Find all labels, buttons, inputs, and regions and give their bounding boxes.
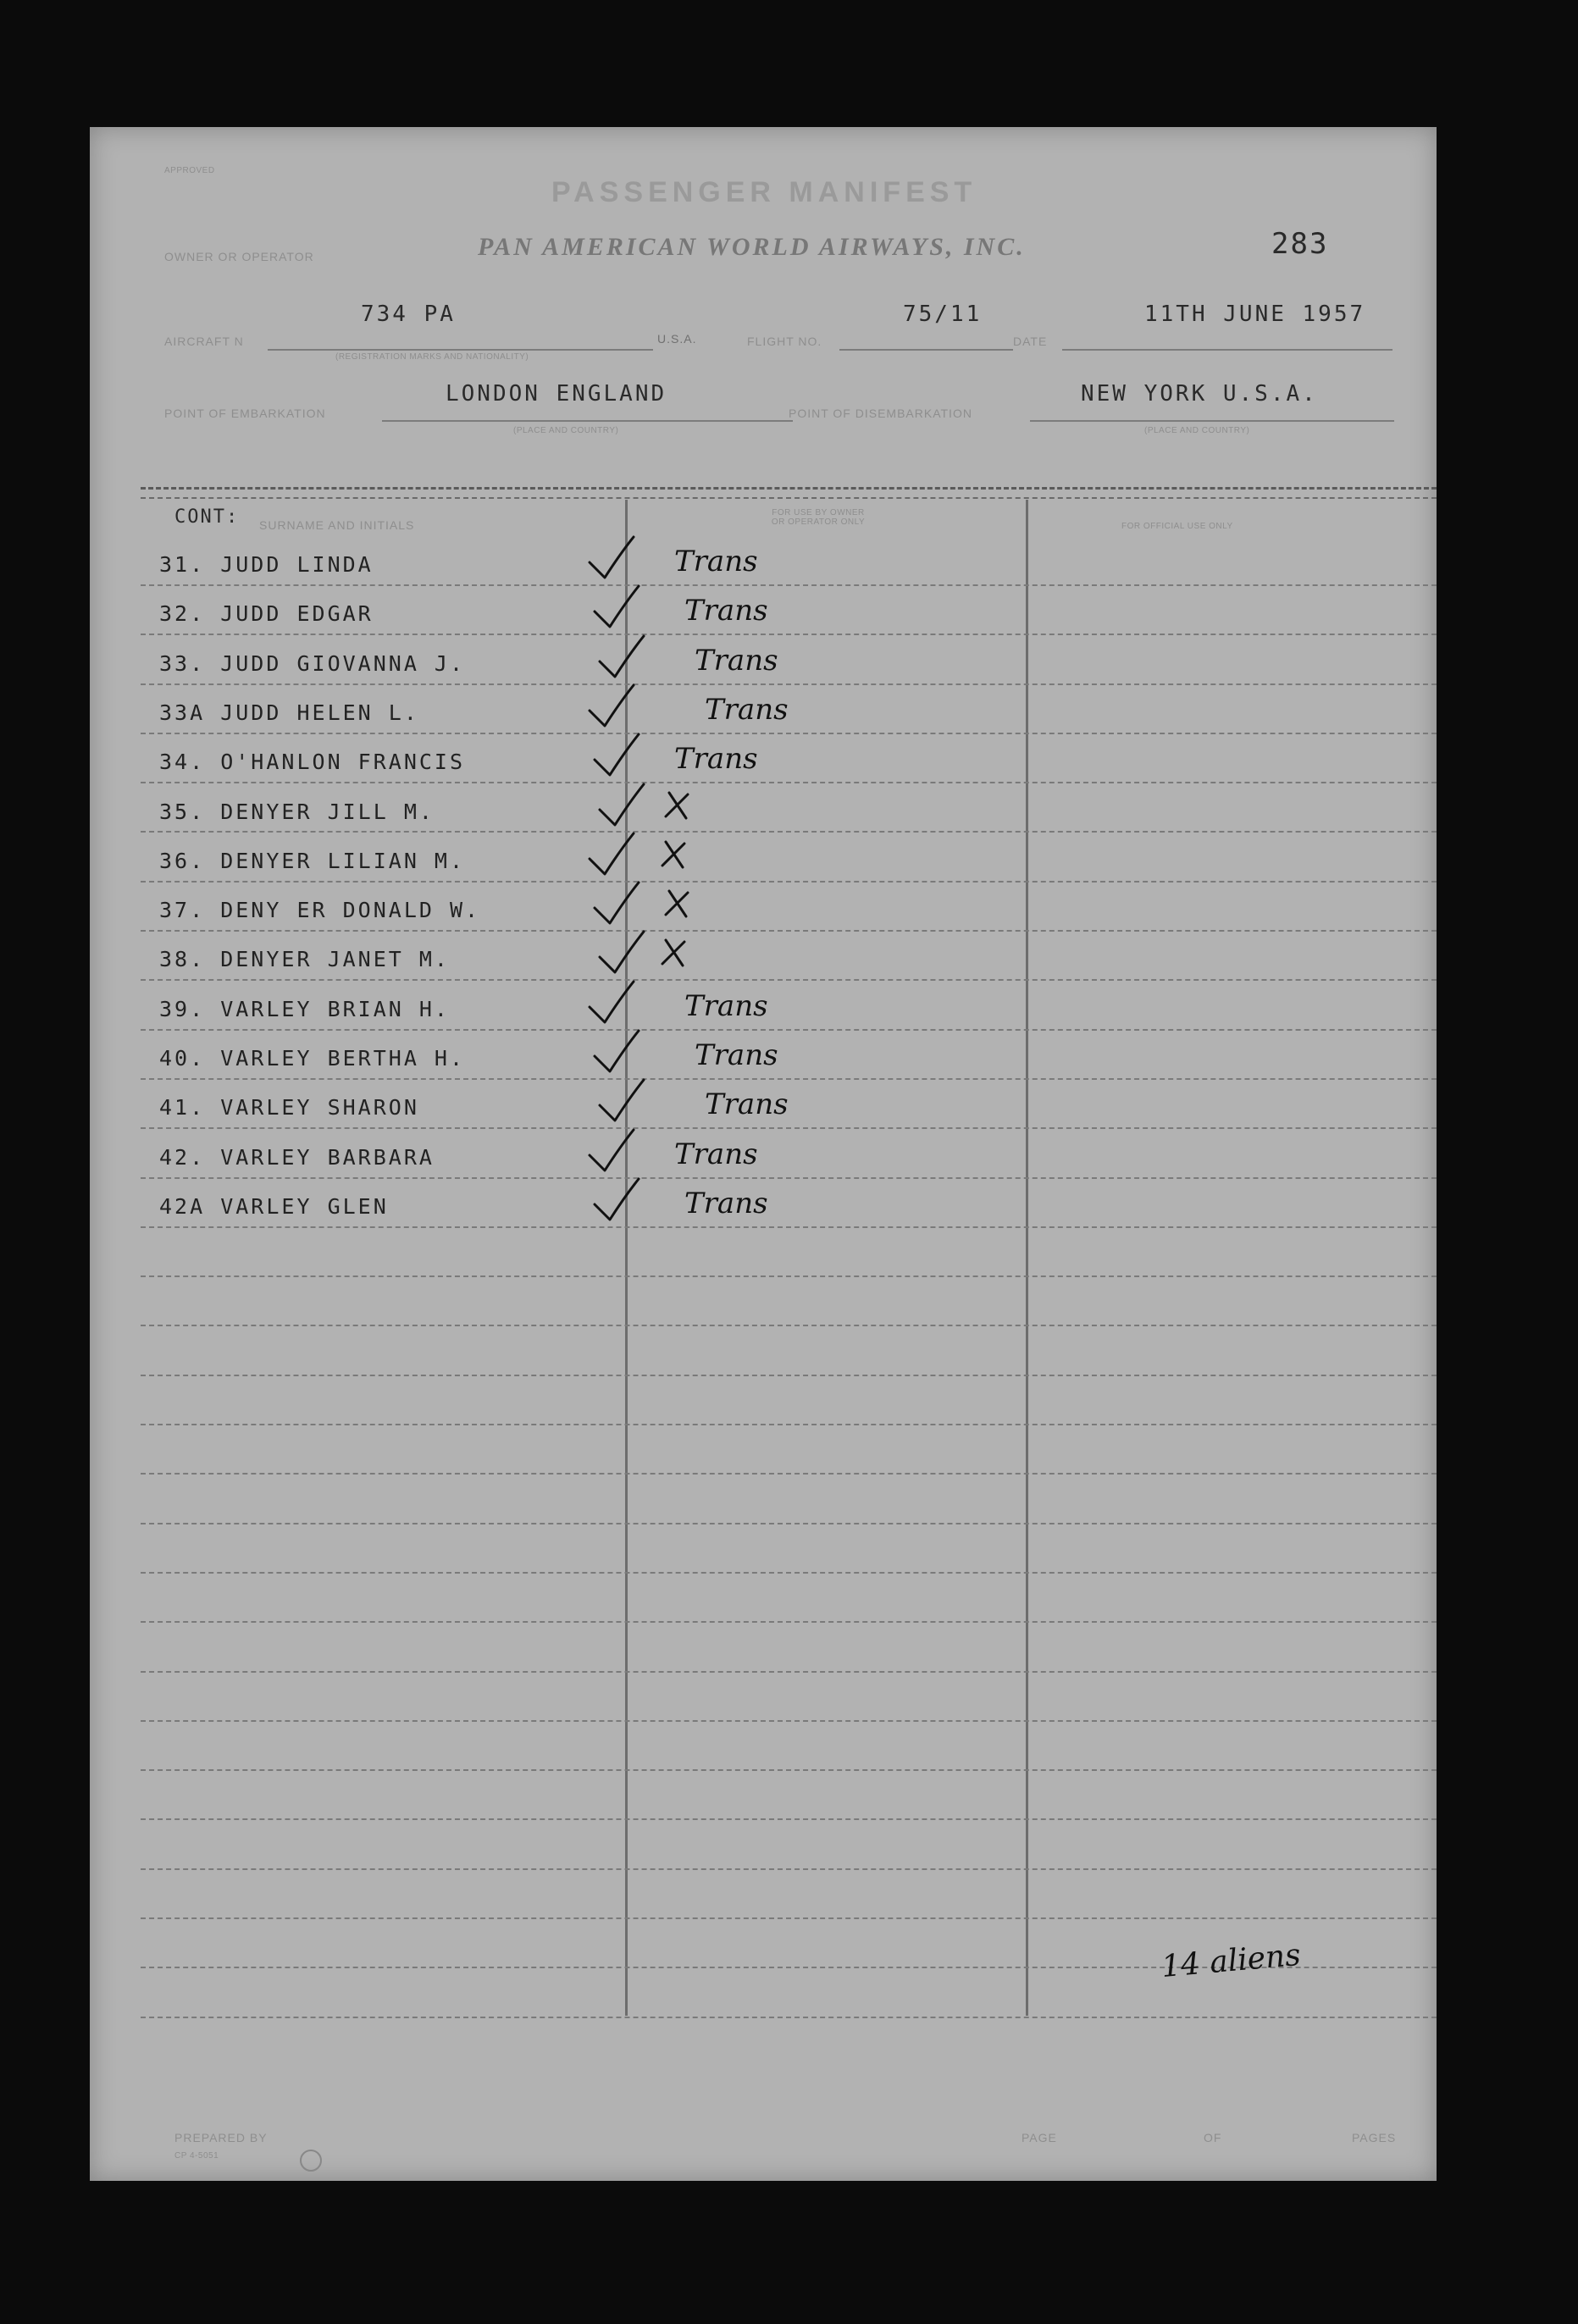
handwritten-status: Trans xyxy=(674,742,758,776)
handwritten-status: Trans xyxy=(695,1038,778,1072)
surname-header: SURNAME AND INITIALS xyxy=(259,518,415,532)
union-label-seal xyxy=(300,2150,322,2172)
of-label: OF xyxy=(1204,2131,1222,2144)
aircraft-label: AIRCRAFT N xyxy=(164,335,244,348)
passenger-entry: 42A VARLEY GLEN xyxy=(159,1194,389,1219)
passenger-entry: 40. VARLEY BERTHA H. xyxy=(159,1046,466,1071)
disembarkation-label: POINT OF DISEMBARKATION xyxy=(789,407,972,420)
passenger-entry: 34. O'HANLON FRANCIS xyxy=(159,750,466,774)
check-mark-icon xyxy=(590,685,634,726)
passenger-entry: 37. DENY ER DONALD W. xyxy=(159,898,481,922)
usa-label: U.S.A. xyxy=(657,332,697,346)
passenger-entry: 31. JUDD LINDA xyxy=(159,552,374,577)
cont-label: CONT: xyxy=(174,506,240,528)
embarkation-caption: (PLACE AND COUNTRY) xyxy=(513,426,619,435)
disembarkation-value: NEW YORK U.S.A. xyxy=(1081,381,1318,407)
passenger-entry: 41. VARLEY SHARON xyxy=(159,1095,419,1120)
check-mark-icon xyxy=(590,1130,634,1170)
passenger-entry: 32. JUDD EDGAR xyxy=(159,601,374,626)
approval-stamp: APPROVED xyxy=(164,166,215,175)
check-mark-icon xyxy=(590,833,634,874)
owner-use-header: FOR USE BY OWNER OR OPERATOR ONLY xyxy=(771,508,866,527)
check-mark-icon xyxy=(590,537,634,578)
passenger-entry: 33A JUDD HELEN L. xyxy=(159,700,419,725)
pages-label: PAGES xyxy=(1352,2131,1397,2144)
embarkation-value: LONDON ENGLAND xyxy=(446,381,667,407)
check-mark-icon xyxy=(600,784,644,825)
owner-label: OWNER OR OPERATOR xyxy=(164,250,314,263)
embarkation-label: POINT OF EMBARKATION xyxy=(164,407,326,420)
handwritten-status: Trans xyxy=(684,1187,768,1220)
passenger-entry: 38. DENYER JANET M. xyxy=(159,947,450,971)
document-title: PASSENGER MANIFEST xyxy=(551,176,977,208)
page-label: PAGE xyxy=(1022,2131,1057,2144)
handwritten-status: Trans xyxy=(684,989,768,1023)
date-label: DATE xyxy=(1013,335,1048,348)
check-mark-icon xyxy=(600,1080,644,1120)
handwritten-total: 14 aliens xyxy=(1160,1937,1303,1985)
handwriting-layer xyxy=(90,127,1437,2181)
handwritten-status: Trans xyxy=(674,1137,758,1171)
passenger-entry: 33. JUDD GIOVANNA J. xyxy=(159,651,466,676)
page-number: 283 xyxy=(1271,227,1329,261)
official-use-header: FOR OFFICIAL USE ONLY xyxy=(1121,522,1233,531)
manifest-sheet xyxy=(90,127,1437,2181)
cross-mark-icon xyxy=(666,891,688,916)
cross-mark-icon xyxy=(662,940,684,966)
check-mark-icon xyxy=(595,1179,639,1220)
passenger-entry: 39. VARLEY BRIAN H. xyxy=(159,997,450,1021)
passenger-entry: 42. VARLEY BARBARA xyxy=(159,1145,435,1170)
cross-mark-icon xyxy=(666,793,688,818)
check-mark-icon xyxy=(595,734,639,775)
owner-name: PAN AMERICAN WORLD AIRWAYS, INC. xyxy=(478,233,1026,261)
aircraft-value: 734 PA xyxy=(361,302,456,327)
check-mark-icon xyxy=(595,586,639,627)
disembarkation-caption: (PLACE AND COUNTRY) xyxy=(1144,426,1250,435)
passenger-entry: 35. DENYER JILL M. xyxy=(159,800,435,824)
cross-mark-icon xyxy=(662,842,684,867)
check-mark-icon xyxy=(595,883,639,923)
handwritten-status: Trans xyxy=(695,644,778,678)
date-value: 11TH JUNE 1957 xyxy=(1144,302,1366,327)
passenger-entry: 36. DENYER LILIAN M. xyxy=(159,849,466,873)
handwritten-status: Trans xyxy=(674,545,758,578)
flight-value: 75/11 xyxy=(903,302,983,327)
handwritten-status: Trans xyxy=(684,594,768,628)
check-mark-icon xyxy=(600,636,644,677)
check-mark-icon xyxy=(600,932,644,972)
check-mark-icon xyxy=(590,982,634,1022)
form-code: CP 4-5051 xyxy=(174,2151,219,2161)
prepared-by-label: PREPARED BY xyxy=(174,2131,268,2144)
handwritten-status: Trans xyxy=(705,1087,789,1121)
registration-caption: (REGISTRATION MARKS AND NATIONALITY) xyxy=(335,352,529,362)
handwritten-status: Trans xyxy=(705,693,789,727)
check-mark-icon xyxy=(595,1031,639,1071)
flight-label: FLIGHT NO. xyxy=(747,335,822,348)
